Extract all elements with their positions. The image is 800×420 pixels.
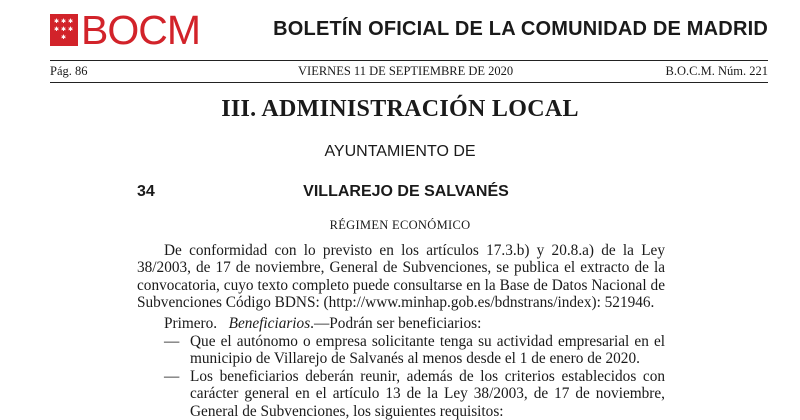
municipality-name: VILLAREJO DE SALVANÉS [303,183,509,200]
list-item-text: Los beneficiarios deberán reunir, además de los criterios establecidos con carácter general en el artículo 13 de la Ley 38/2003, de 17 de noviembre, General de Subvenciones, los siguientes requisitos: [190,368,665,420]
issue-number: B.O.C.M. Núm. 221 [665,64,768,78]
list-item-text: Que el autónomo o empresa solicitante tenga su actividad empresarial en el municipio de Villarejo de Salvanés al menos desde el 1 de enero de 2020. [190,333,665,368]
primero-heading: Beneficiarios [228,315,311,332]
regime-heading: RÉGIMEN ECONÓMICO [329,218,471,232]
bocm-logo [50,7,200,53]
page-number: Pág. 86 [50,64,88,78]
subsection-title: AYUNTAMIENTO DE [324,143,476,160]
logo-wordmark: BOCM [81,7,200,53]
header-rule-top [50,60,768,61]
primero-label: Primero. [164,315,218,332]
paragraph-intro: De conformidad con lo previsto en los artículos 17.3.b) y 20.8.a) de la Ley 38/2003, de 17 de noviembre, General de Subvenciones, se publica el extracto de la convocatoria, cuyo texto completo puede consultarse en la Base de Datos Nacional de Subvenciones Código BDNS: (http://www.minhap.gob.es/bdnstrans/index): 521946. [137,242,665,311]
journal-title: BOLETÍN OFICIAL DE LA COMUNIDAD DE MADRID [273,18,768,40]
primero-text: .—Podrán ser beneficiarios: [310,315,482,332]
entry-number: 34 [137,183,155,200]
madrid-stars-emblem: ✱ ✱ ✱ ✱ ✱ ✱ ✱ [50,14,78,46]
dash-marker: — [164,368,180,385]
list-item [137,333,665,368]
dash-marker: — [164,333,180,350]
issue-date: VIERNES 11 DE SEPTIEMBRE DE 2020 [298,64,514,78]
paragraph-primero [137,315,665,332]
section-title: III. ADMINISTRACIÓN LOCAL [221,96,579,122]
header-rule-bottom [50,82,768,83]
list-item [137,368,665,420]
